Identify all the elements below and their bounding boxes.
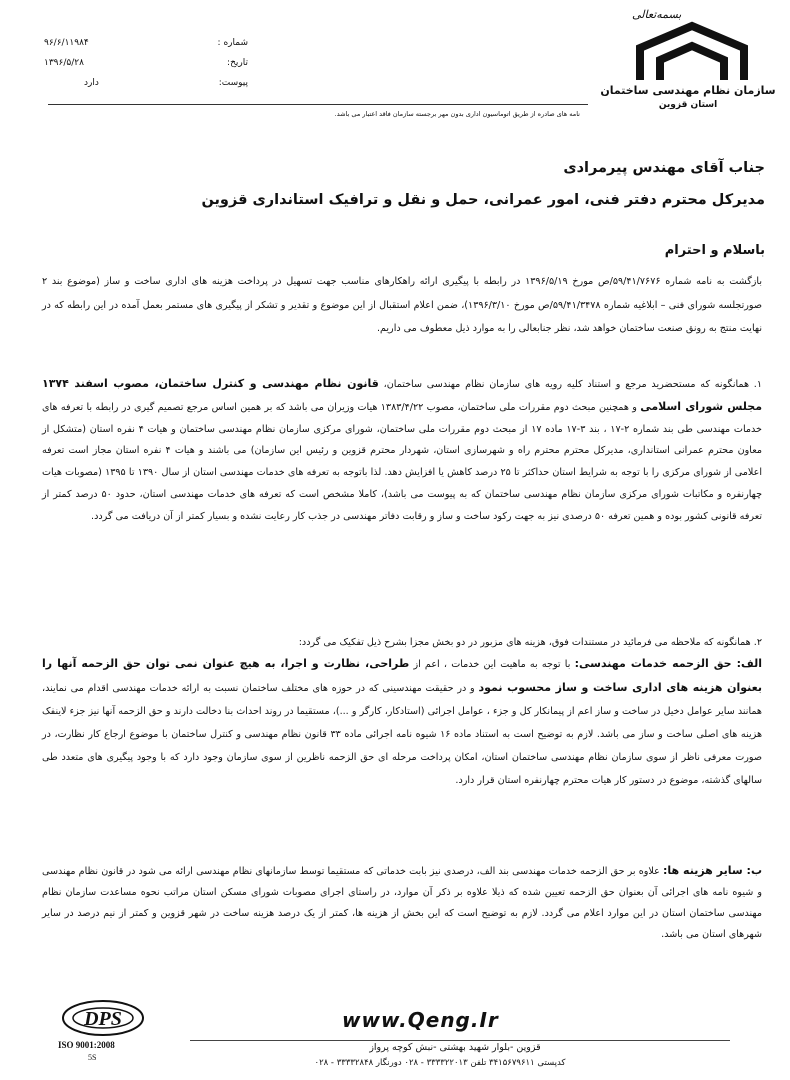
- iso-label: ISO 9001:2008: [58, 1040, 115, 1050]
- recipient-name: جناب آقای مهندس پیرمرادی: [563, 160, 765, 176]
- p1-text-b: و همچنین مبحث دوم مقررات ملی ساختمان، مصوب ۱۳۸۳/۴/۲۲ هیات وزیران می باشد که بر همین اساس مرجع تصمیم گیری در رابطه با تعرفه های خدمات مهندسی طی بند شماره ۲-۱۷ ، بند ۳-۱۷ ماده ۱۷ از مبحث دوم مقررات ملی ساختمان، شورای مرکزی سازمان نظام مهندسی ساختمان و هیات ۴ نفره استان (متشکل از معاون محترم عمرانی استانداری، مدیرکل محترم محترم راه و شهرسازی استان، شهردار محترم قزوین و رئیس این سازمان) می باشند و هیات ۴ نفره استان مجاز است تعرفه اعلامی از شورای مرکزی را با توجه به شرایط استان حداکثر تا ۲۵ درصد کاهش یا افزایش دهد. لذا باتوجه به تعرفه های خدمات مهندسی استان از سال ۱۳۹۰ تا ۱۳۹۵ (مصوبات هیات چهارنفره و مکاتبات شورای مرکزی سازمان نظام مهندسی ساختمان که به پیوست می باشد)، کاملا مشخص است که تعرفه های خدمات مهندسی استان، حدود ۵۰ درصد کمتر از تعرفه قانونی کشور بوده و همین تعرفه ۵۰ درصدی نیز به جهت رکود ساخت و ساز و رقابت دفاتر مهندسی در جذب کار رعایت نشده و بسیار کمتر از آن دریافت می گردد.: [42, 401, 763, 522]
- pa-title: الف: حق الزحمه خدمات مهندسی:: [574, 657, 762, 670]
- pa-text-b: و در حقیقت مهندسینی که در حوزه های مختلف ساختمان نسبت به ارائه خدمات مهندسی اقدام می نمایند، همانند سایر عوامل دخیل در ساخت و ساز اعم از پیمانکار کل و جزء ، عوامل اجرائی (استادکار، کارگر و ...)، مستقیما در روند احداث بنا دخالت دارند و حق الزحمه آنها نیز جزء لاینفک هزینه های اصلی ساخت و ساز می باشد. لازم به توضیح است به استناد ماده ۱۶ شیوه نامه اجرائی ماده ۳۳ قانون نظام مهندسی و کنترل ساختمان با موضوع ارجاع کار نظارت، در صورت معرفی ناظر از سوی سازمان نظام مهندسی ساختمان استان، امکان پرداخت مرحله ای حق الزحمه ناظرین از سوی سازمان وجود دارد که با وجود پیگیری های متعدد طی سالهای گذشته، موضوع در دستور کار هیات محترم چهارنفره استان قرار دارد.: [42, 683, 762, 786]
- pb-title: ب: سایر هزینه ها:: [662, 864, 763, 877]
- pb-text: علاوه بر حق الزحمه خدمات مهندسی بند الف، درصدی نیز بابت خدماتی که مستقیما توسط سازمانهای نظام مهندسی ارائه می شود در قانون نظام مهندسی و شیوه نامه های اجرائی آن بعنوان حق الزحمه تعیین شده که ذیلا علاوه بر ذکر آن موارد، در راستای اجرای مصوبات شورای مسکن استان مراتب نحوه مساعدت سازمان نظام مهندسی ساختمان استان در این موارد اعلام می گردد. لازم به توضیح است که این بخش از هزینه ها، کمتر از یک درصد هزینه ساخت در شهر قزوین و کمتر از نیم درصد در سایر شهرهای استان می باشد.: [42, 866, 762, 940]
- organization-logo: [612, 8, 772, 113]
- number-value: ۹۶/۶/۱۱۹۸۴: [44, 38, 89, 48]
- disclaimer: نامه های صادره از طریق اتوماسیون اداری بدون مهر برجسته سازمان فاقد اعتبار می باشد.: [334, 110, 580, 118]
- dps-certification-logo: [60, 998, 146, 1038]
- p1-law-reference: قانون نظام مهندسی و کنترل ساختمان، مصوب اسفند ۱۳۷۴ مجلس شورای اسلامی: [42, 377, 763, 413]
- logo-signature: بسمه‌تعالی: [632, 8, 682, 21]
- paragraph-b: [42, 860, 762, 945]
- p1-text-a: ۱. همانگونه که مستحضرید مرجع و استناد کلیه رویه های سازمان نظام مهندسی ساختمان،: [378, 379, 763, 390]
- paragraph-1: [42, 373, 762, 528]
- dps-label: DPS: [84, 1008, 122, 1030]
- pa-terms: طراحی، نظارت و اجرا، به هیچ عنوان نمی توان حق الزحمه آنها را بعنوان هزینه های اداری ساخت و ساز محسوب نمود: [42, 657, 762, 694]
- pa-text-a: با توجه به ماهیت این خدمات ، اعم از: [409, 659, 575, 670]
- website-link[interactable]: www.Qeng.Ir: [342, 1008, 499, 1032]
- org-name: سازمان نظام مهندسی ساختمان: [600, 84, 776, 97]
- number-label: شماره :: [217, 38, 248, 48]
- footer-address: قزوین -بلوار شهید بهشتی -نبش کوچه پرواز: [369, 1042, 541, 1053]
- greeting: باسلام و احترام: [664, 243, 765, 258]
- header-divider: [48, 104, 588, 105]
- org-city: استان قزوین: [658, 100, 718, 110]
- date-label: تاریخ:: [227, 58, 248, 68]
- date-value: ۱۳۹۶/۵/۲۸: [44, 58, 84, 68]
- iso-code: 5S: [88, 1053, 97, 1062]
- recipient-title: مدیرکل محترم دفتر فنی، امور عمرانی، حمل و نقل و ترافیک استانداری قزوین: [201, 192, 765, 208]
- paragraph-a: [42, 652, 762, 792]
- intro-paragraph: بازگشت به نامه شماره ۵۹/۴۱/۷۶۷۶/ص مورخ ۱۳۹۶/۵/۱۹ در رابطه با پیگیری ارائه راهکارهای مناسب جهت تسهیل در پرداخت هزینه های اداری ساخت و ساز (موضوع بند ۲ صورتجلسه شورای فنی – ابلاغیه شماره ۵۹/۴۱/۳۴۷۸/ص مورخ ۱۳۹۶/۳/۱۰)، ضمن اعلام استقبال از این موضوع و تقدیر و تشکر از پیگیری های مستمر بعمل آمده در این رابطه که در نهایت منتج به رونق صنعت ساختمان خواهد شد، نظر جنابعالی را به موارد ذیل معطوف می داریم.: [42, 276, 762, 334]
- footer-contact: کدپستی ۳۴۱۵۶۷۹۶۱۱ تلفن ۳۳۳۳۲۲۰۱۳ - ۰۲۸ دورنگار ۳۳۳۳۲۸۴۸ - ۰۲۸: [314, 1058, 566, 1068]
- attachment-value: دارد: [84, 78, 99, 88]
- footer-divider: [190, 1040, 730, 1041]
- paragraph-2: ۲. همانگونه که ملاحظه می فرمائید در مستندات فوق، هزینه های مزبور در دو بخش مجزا بشرح ذیل تفکیک می گردد:: [298, 637, 762, 648]
- attachment-label: پیوست:: [218, 78, 248, 88]
